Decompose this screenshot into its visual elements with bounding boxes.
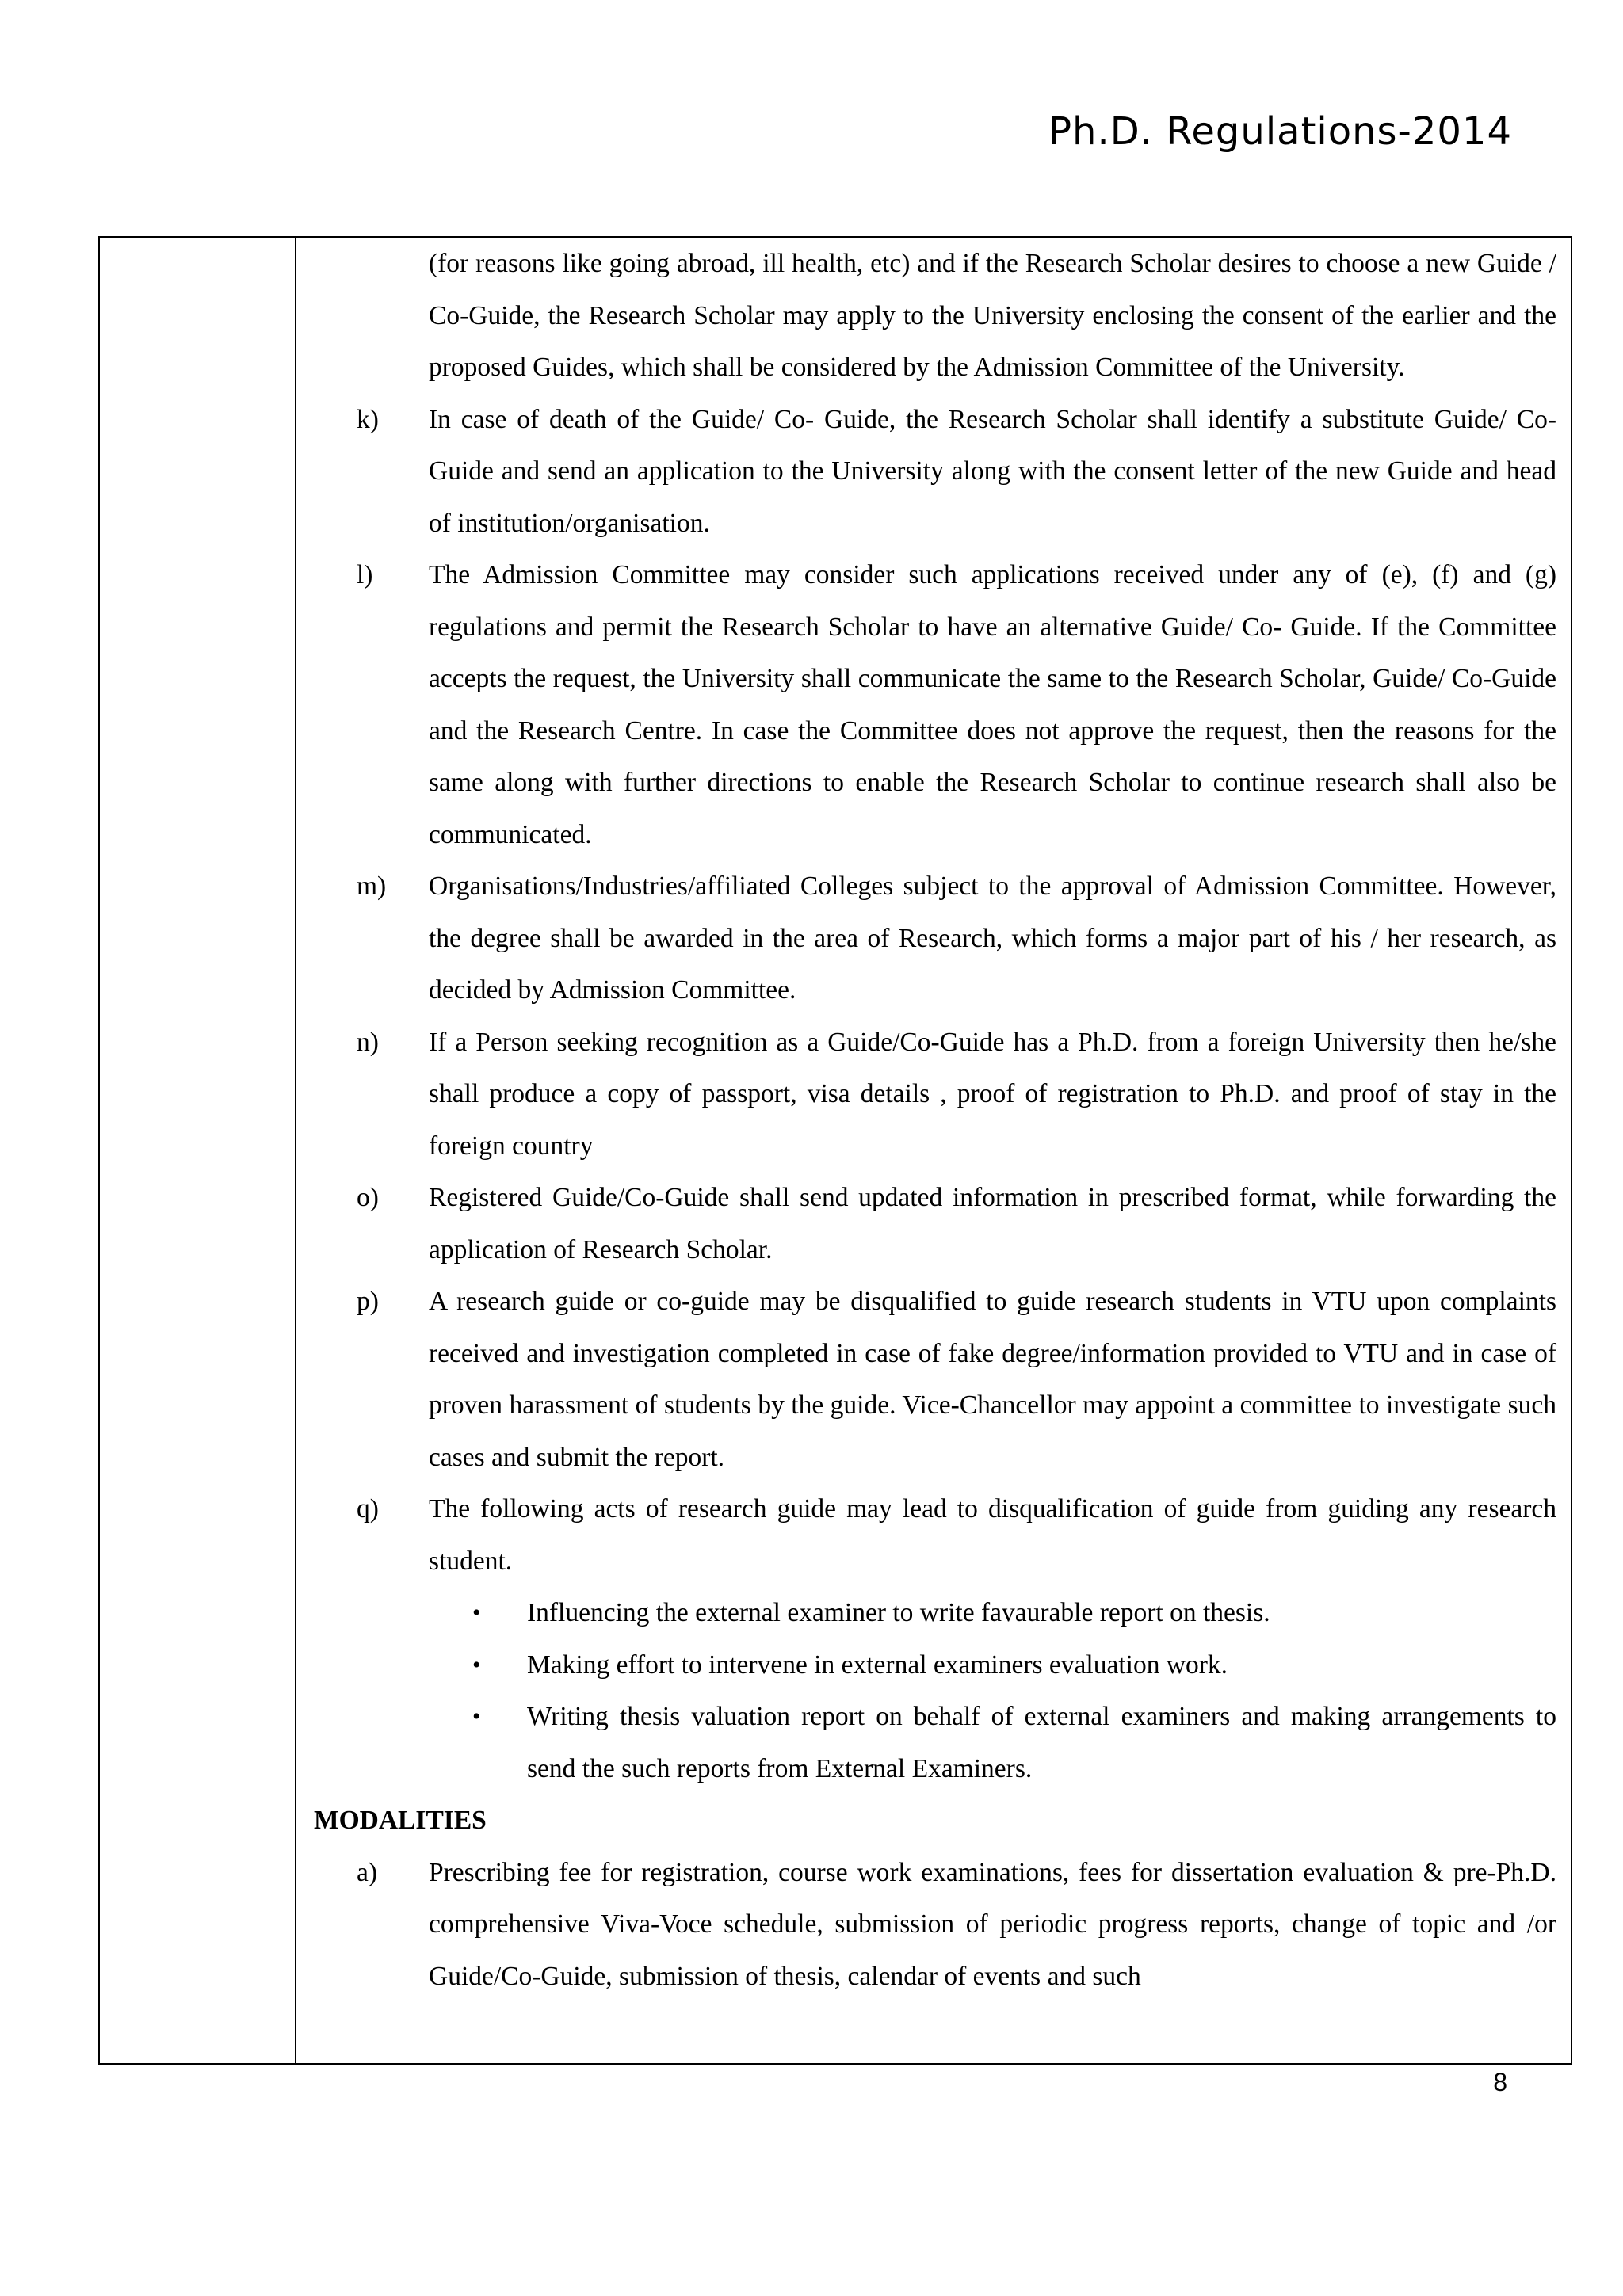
section-heading-modalities: MODALITIES <box>314 1806 487 1835</box>
list-item-text: In case of death of the Guide/ Co- Guide, the Research Scholar shall identify a substitute Guide/ Co- Guide and send an application to the University along with the consent letter of the new Guide and head of institution/organisation. <box>429 404 1556 538</box>
list-item-text: If a Person seeking recognition as a Guide/Co-Guide has a Ph.D. from a foreign University then he/she shall produce a copy of passport, visa details , proof of registration to Ph.D. and proof of stay in the foreign country <box>429 1027 1556 1161</box>
bullet-text: Influencing the external examiner to write favaurable report on thesis. <box>527 1598 1270 1627</box>
list-marker: o) <box>357 1183 379 1212</box>
bullet-item <box>314 1691 1556 1794</box>
page-number: 8 <box>1493 2068 1507 2096</box>
list-marker: q) <box>357 1494 379 1524</box>
list-marker: n) <box>357 1027 379 1057</box>
bullet-text: Writing thesis valuation report on behalf of external examiners and making arrangements to send the such reports from External Examiners. <box>527 1702 1556 1783</box>
regulations-table <box>98 236 1572 2065</box>
list-item-text: The following acts of research guide may lead to disqualification of guide from guiding any research student. <box>429 1494 1556 1576</box>
column-divider <box>295 238 296 2063</box>
bullet-text: Making effort to intervene in external examiners evaluation work. <box>527 1650 1228 1680</box>
bullet-icon: • <box>472 1651 481 1678</box>
disqualification-bullet-list <box>314 1587 1556 1794</box>
bullet-item <box>314 1639 1556 1691</box>
list-item-text: A research guide or co-guide may be disqualified to guide research students in VTU upon complaints received and investigation completed in case of fake degree/information provided to VTU and in case of proven harassment of students by the guide. Vice-Chancellor may appoint a committee to investigate such cases and submit the report. <box>429 1287 1556 1472</box>
list-item-text: Organisations/Industries/affiliated Colleges subject to the approval of Admission Committee. However, the degree shall be awarded in the area of Research, which forms a major part of his / her research, as decided by Admission Committee. <box>429 871 1556 1005</box>
table-content-cell <box>314 238 1556 2002</box>
list-item-n <box>314 1016 1556 1173</box>
continued-paragraph <box>314 238 1556 394</box>
list-item-text: Registered Guide/Co-Guide shall send updated information in prescribed format, while forwarding the application of Research Scholar. <box>429 1183 1556 1264</box>
modalities-item-a <box>314 1847 1556 2003</box>
list-marker: a) <box>357 1857 378 1887</box>
list-item-text: The Admission Committee may consider such applications received under any of (e), (f) and (g) regulations and permit the Research Scholar to have an alternative Guide/ Co- Guide. If the Committee accepts the request, the University shall communicate the same to the Research Scholar, Guide/ Co-Guide and the Research Centre. In case the Committee does not approve the request, then the reasons for the same along with further directions to enable the Research Scholar to continue research shall also be communicated. <box>429 560 1556 849</box>
list-item-q <box>314 1483 1556 1587</box>
list-marker: l) <box>357 560 373 589</box>
continued-paragraph-text: (for reasons like going abroad, ill health, etc) and if the Research Scholar desires to choose a new Guide / Co-Guide, the Research Scholar may apply to the University enclosing the consent of the earlier and the proposed Guides, which shall be considered by the Admission Committee of the University. <box>429 249 1556 382</box>
bullet-icon: • <box>472 1703 481 1730</box>
bullet-item <box>314 1587 1556 1639</box>
running-header-title: Ph.D. Regulations-2014 <box>1048 109 1512 154</box>
bullet-icon: • <box>472 1600 481 1626</box>
list-item-p <box>314 1276 1556 1483</box>
list-marker: m) <box>357 871 387 901</box>
list-marker: k) <box>357 404 379 434</box>
list-marker: p) <box>357 1287 379 1316</box>
list-item-m <box>314 860 1556 1016</box>
list-item-l <box>314 549 1556 860</box>
list-item-k <box>314 394 1556 550</box>
list-item-text: Prescribing fee for registration, course work examinations, fees for dissertation evaluation & pre-Ph.D. comprehensive Viva-Voce schedule, submission of periodic progress reports, change of topic and /or Guide/Co-Guide, submission of thesis, calendar of events and such <box>429 1857 1556 1991</box>
list-item-o <box>314 1172 1556 1276</box>
